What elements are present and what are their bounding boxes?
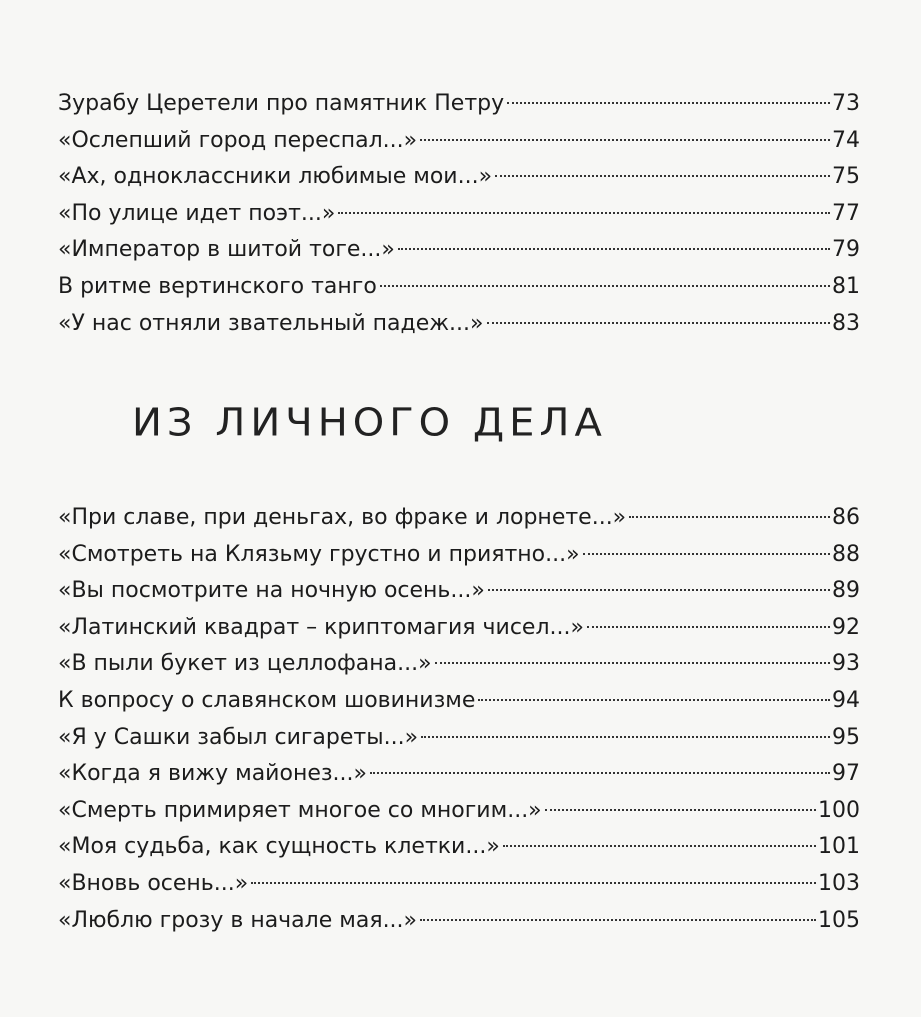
toc-list-section	[58, 500, 860, 939]
toc-entry	[58, 610, 860, 647]
toc-leader-dots	[487, 322, 831, 324]
toc-entry-title: «Вы посмотрите на ночную осень...»	[58, 578, 485, 604]
toc-leader-dots	[495, 175, 830, 177]
toc-entry-title: «Латинский квадрат – криптомагия чисел...»	[58, 614, 584, 640]
toc-leader-dots	[583, 553, 830, 555]
toc-entry-page: 101	[818, 834, 860, 860]
toc-entry-title: «По улице идет поэт...»	[58, 200, 336, 226]
toc-entry-page: 105	[818, 907, 860, 933]
toc-entry-title: «При славе, при деньгах, во фраке и лорнете...»	[58, 505, 627, 530]
toc-entry	[58, 500, 860, 537]
toc-entry-title: «Вновь осень...»	[58, 870, 249, 896]
toc-entry-title: «Ослепший город переспал...»	[58, 127, 418, 153]
toc-entry-page: 92	[832, 614, 860, 640]
toc-entry-page: 89	[832, 578, 860, 604]
toc-entry	[58, 306, 860, 343]
toc-entry-page: 77	[832, 200, 860, 226]
toc-leader-dots	[338, 212, 830, 214]
toc-entry-title: «В пыли букет из целлофана...»	[58, 651, 432, 677]
toc-entry-page: 79	[832, 237, 860, 263]
toc-entry-title: К вопросу о славянском шовинизме	[58, 687, 476, 713]
toc-entry-page: 83	[832, 310, 860, 336]
toc-entry	[58, 683, 860, 720]
toc-entry	[58, 196, 860, 233]
toc-entry-page: 100	[818, 797, 860, 823]
toc-entry	[58, 86, 860, 123]
toc-entry	[58, 903, 860, 940]
toc-leader-dots	[545, 809, 816, 811]
toc-leader-dots	[251, 882, 816, 884]
toc-entry-title: «У нас отняли звательный падеж...»	[58, 310, 484, 336]
toc-entry-title: «Ах, одноклассники любимые мои...»	[58, 164, 493, 190]
toc-entry	[58, 123, 860, 160]
toc-entry-page: 94	[832, 687, 860, 713]
toc-entry-page: 93	[832, 651, 860, 677]
toc-leader-dots	[398, 248, 830, 250]
toc-entry-title: «Смотреть на Клязьму грустно и приятно...»	[58, 541, 580, 567]
toc-entry-title: «Когда я вижу майонез...»	[58, 761, 367, 787]
toc-entry	[58, 829, 860, 866]
toc-leader-dots	[507, 102, 830, 104]
toc-entry-page: 73	[832, 91, 860, 116]
toc-entry	[58, 537, 860, 574]
toc-leader-dots	[435, 662, 830, 664]
section-heading: ИЗ ЛИЧНОГО ДЕЛА	[132, 401, 607, 445]
toc-leader-dots	[420, 919, 816, 921]
toc-leader-dots	[420, 139, 830, 141]
toc-entry-page: 88	[832, 541, 860, 567]
toc-list-top	[58, 86, 860, 342]
toc-entry	[58, 720, 860, 757]
toc-entry-title: «Я у Сашки забыл сигареты...»	[58, 724, 419, 750]
toc-entry	[58, 756, 860, 793]
toc-leader-dots	[488, 589, 830, 591]
toc-entry-page: 75	[832, 164, 860, 190]
toc-entry-title: «Моя судьба, как сущность клетки...»	[58, 834, 500, 860]
toc-entry-page: 97	[832, 761, 860, 787]
toc-entry-title: Зурабу Церетели про памятник Петру	[58, 91, 505, 116]
toc-leader-dots	[587, 626, 830, 628]
toc-entry	[58, 159, 860, 196]
toc-leader-dots	[370, 772, 830, 774]
toc-leader-dots	[503, 845, 816, 847]
toc-entry	[58, 269, 860, 306]
toc-entry-page: 95	[832, 724, 860, 750]
toc-leader-dots	[629, 516, 830, 518]
toc-entry-title: «Смерть примиряет многое со многим...»	[58, 797, 542, 823]
toc-leader-dots	[380, 285, 830, 287]
toc-entry	[58, 646, 860, 683]
toc-entry-title: В ритме вертинского танго	[58, 273, 377, 299]
toc-entry	[58, 793, 860, 830]
toc-entry-page: 74	[832, 127, 860, 153]
toc-entry-page: 86	[832, 505, 860, 530]
toc-entry	[58, 232, 860, 269]
toc-entry-title: «Люблю грозу в начале мая...»	[58, 907, 418, 933]
toc-entry-title: «Император в шитой тоге...»	[58, 237, 395, 263]
toc-leader-dots	[478, 699, 830, 701]
toc-entry	[58, 866, 860, 903]
toc-leader-dots	[421, 736, 830, 738]
toc-entry-page: 81	[832, 273, 860, 299]
toc-entry-page: 103	[818, 870, 860, 896]
toc-entry	[58, 573, 860, 610]
